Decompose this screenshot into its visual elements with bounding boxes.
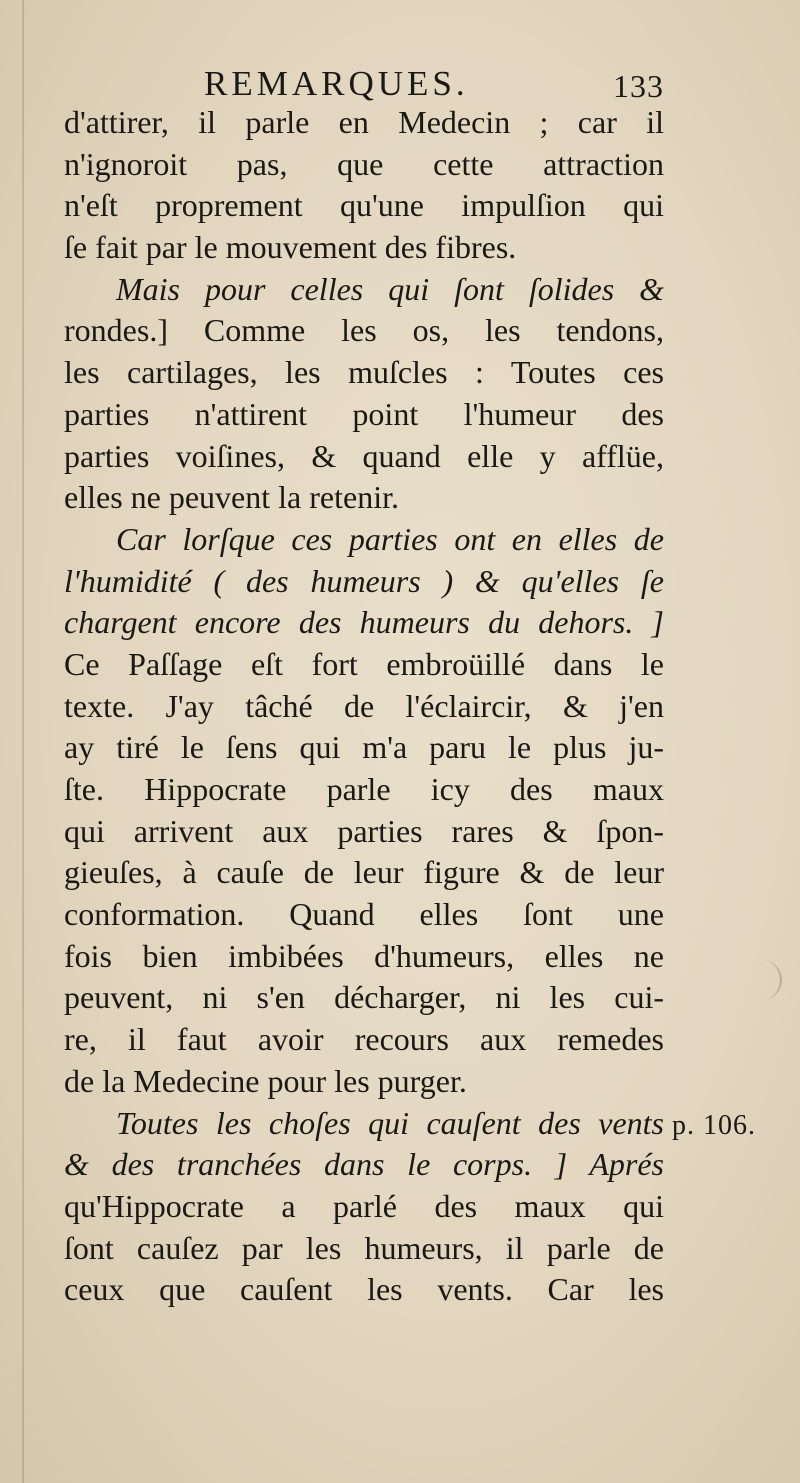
text-line: parties n'attirent point l'humeur des bbox=[64, 395, 664, 432]
text-line: chargent encore des humeurs du dehors. ] bbox=[64, 604, 664, 641]
text-line: l'humidité ( des humeurs ) & qu'elles ſe bbox=[64, 562, 664, 599]
margin-note: p. 106. bbox=[672, 1110, 756, 1141]
text-line: rondes.] Comme les os, les tendons, bbox=[64, 312, 664, 349]
text-line: fois bien imbibées d'humeurs, elles ne bbox=[64, 937, 664, 974]
text-line: ceux que cauſent les vents. Car les bbox=[64, 1271, 664, 1308]
text-line: conformation. Quand elles ſont une bbox=[64, 896, 664, 933]
text-line: de la Medecine pour les purger. bbox=[64, 1062, 467, 1099]
page-mark bbox=[762, 960, 782, 1000]
text-line: Ce Paſſage eſt fort embroüillé dans le bbox=[64, 645, 664, 682]
text-line: Mais pour celles qui ſont ſolides & bbox=[116, 270, 664, 307]
text-line: ſont cauſez par les humeurs, il parle de bbox=[64, 1229, 664, 1266]
page-number: 133 bbox=[613, 68, 664, 104]
text-line: les cartilages, les muſcles : Toutes ces bbox=[64, 354, 664, 391]
text-line: gieuſes, à cauſe de leur figure & de leur bbox=[64, 854, 664, 891]
text-line: ſte. Hippocrate parle icy des maux bbox=[64, 771, 664, 807]
text-line: re, il faut avoir recours aux remedes bbox=[64, 1021, 664, 1058]
text-line: qui arrivent aux parties rares & ſpon- bbox=[64, 812, 664, 849]
text-line: n'ignoroit pas, que cette attraction bbox=[64, 145, 664, 182]
text-line: texte. J'ay tâché de l'éclaircir, & j'en bbox=[64, 687, 664, 724]
text-line: Car lorſque ces parties ont en elles de bbox=[116, 520, 664, 557]
text-line: ay tiré le ſens qui m'a paru le plus ju- bbox=[64, 729, 664, 766]
text-line: ſe fait par le mouvement des fibres. bbox=[64, 229, 517, 266]
text-line: parties voiſines, & quand elle y afflüe, bbox=[64, 437, 664, 474]
text-line: & des tranchées dans le corps. ] Aprés bbox=[64, 1146, 664, 1183]
gutter-line bbox=[22, 0, 24, 1483]
text-line: qu'Hippocrate a parlé des maux qui bbox=[64, 1187, 664, 1224]
gutter-shadow bbox=[0, 0, 42, 1483]
text-line: d'attirer, il parle en Medecin ; car il bbox=[64, 104, 664, 140]
text-line: elles ne peuvent la retenir. bbox=[64, 479, 399, 516]
text-line: n'eſt proprement qu'une impulſion qui bbox=[64, 187, 664, 224]
body-text bbox=[64, 102, 664, 1311]
running-title: REMARQUES. bbox=[204, 64, 469, 103]
text-line: Toutes les choſes qui cauſent des vents bbox=[116, 1104, 664, 1141]
text-line: peuvent, ni s'en décharger, ni les cui- bbox=[64, 979, 664, 1016]
